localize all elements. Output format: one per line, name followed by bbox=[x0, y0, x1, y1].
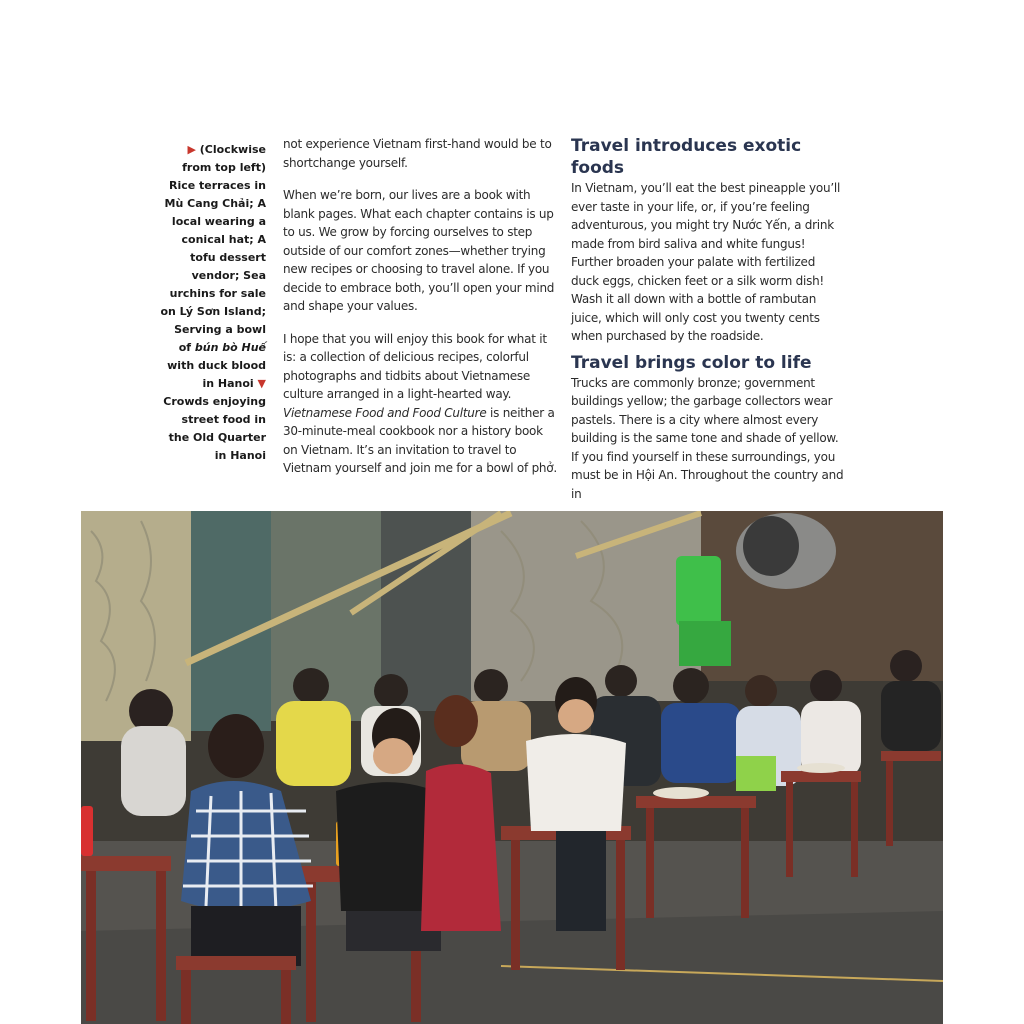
section-heading: Travel brings color to life bbox=[571, 352, 812, 373]
paragraph: Trucks are commonly bronze; government buildings yellow; the garbage collectors wear pastels. There is a city where almost every building is the same tone and shade of yellow. If you find yourself in these surroundings, you must be in Hội An. Throughout the country and in bbox=[571, 375, 844, 501]
paragraph-text: I hope that you will enjoy this book for what it is: a collection of delicious recipes, colorful photographs and tidbits about Vietnamese culture arranged in a light-hearted way. bbox=[283, 331, 547, 401]
paragraph: When we’re born, our lives are a book with blank pages. What each chapter contains is up to us. We grow by forcing ourselves to step outside of our comfort zones—whether trying new recipes or choosing to travel alone. If you decide to embrace both, you’ll open your mind and shape your values. bbox=[283, 188, 555, 313]
body-column-2 bbox=[571, 135, 846, 509]
street-food-illustration bbox=[81, 511, 943, 1024]
paragraph bbox=[283, 330, 558, 478]
caption-dish: bún bò Huế bbox=[194, 341, 266, 354]
street-food-photo bbox=[81, 511, 943, 1024]
paragraph: In Vietnam, you’ll eat the best pineapple you’ll ever taste in your life, or, if you’re feeling adventurous, you might try Nước Yến, a drink made from bird saliva and white fungus! Further broaden your palate with fertilized duck eggs, chicken feet or a silk worm dish! Wash it all down with a bottle of rambutan juice, which will only cost you twenty cents when purchased by the roadside. bbox=[571, 181, 841, 343]
section-heading: Travel introduces exotic foods bbox=[571, 136, 802, 178]
body-column-1 bbox=[283, 135, 558, 492]
paragraph: not experience Vietnam first-hand would be to shortchange yourself. bbox=[283, 137, 552, 170]
book-title: Vietnamese Food and Food Culture bbox=[283, 405, 487, 420]
caption-text-2: with duck blood in Hanoi bbox=[167, 359, 266, 390]
paragraph-text: is neither a 30-minute-meal cookbook nor a history book on Vietnam. It’s an invitation to travel to Vietnam yourself and join me for a bowl of phở. bbox=[283, 405, 557, 475]
caption-text-3: Crowds enjoying street food in the Old Quarter in Hanoi bbox=[163, 395, 266, 462]
triangle-down-icon: ▼ bbox=[257, 377, 266, 390]
photo-caption bbox=[160, 141, 266, 465]
caption-text-1: (Clockwise from top left) Rice terraces in Mù Cang Chải; A local wearing a conical hat; A tofu dessert vendor; Sea urchins for sale on Lý Sơn Island; Serving a bowl of bbox=[160, 143, 266, 354]
triangle-right-icon: ▶ bbox=[187, 143, 196, 156]
